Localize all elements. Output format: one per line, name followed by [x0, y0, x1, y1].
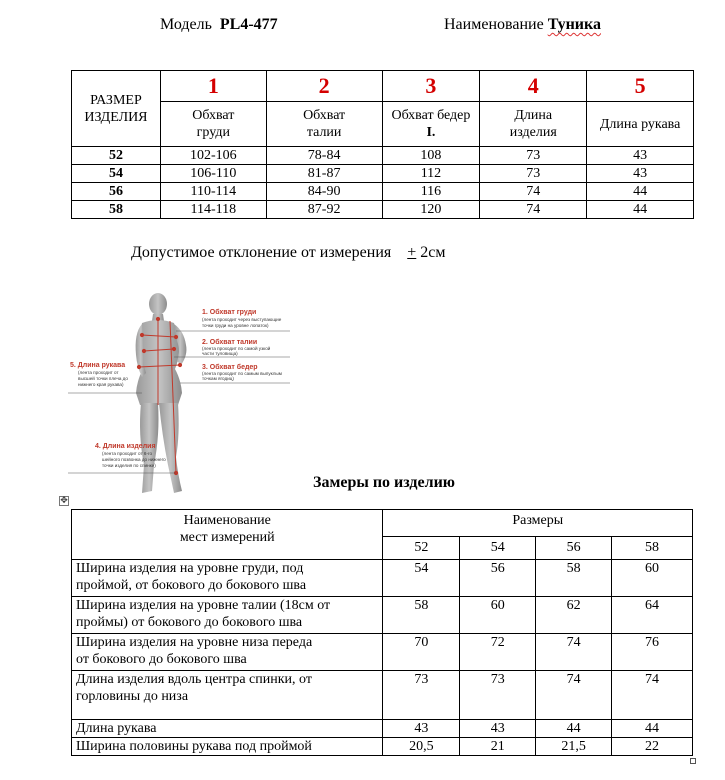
value-cell: 44 [587, 201, 694, 219]
annotation-sub: нижнего края рукава) [78, 382, 124, 387]
value-cell: 56 [460, 560, 536, 597]
value-cell: 74 [536, 671, 612, 720]
annotation-sub: (лента проходит по самым выпуклым [202, 371, 282, 376]
model-label: Модель [160, 16, 212, 33]
model-line [160, 16, 278, 34]
value-cell: 20,5 [383, 738, 460, 756]
measure-label: Длина рукава [72, 720, 383, 738]
annotation-sub: (лента проходит по самой узкой [202, 346, 271, 351]
value-cell: 74 [480, 183, 587, 201]
size-cell: 56 [72, 183, 161, 201]
value-cell: 70 [383, 634, 460, 671]
size-cell: 52 [72, 147, 161, 165]
column-label-line: Длина рукава [599, 116, 681, 132]
value-cell: 43 [587, 147, 694, 165]
table-move-handle-icon[interactable]: ✥ [60, 496, 68, 506]
value-cell: 60 [460, 597, 536, 634]
label-line: проймы) от бокового до бокового шва [76, 615, 303, 630]
value-cell: 114-118 [160, 201, 266, 219]
value-cell: 21 [460, 738, 536, 756]
value-cell: 110-114 [160, 183, 266, 201]
column-label-line: Обхват бедер [391, 108, 471, 123]
value-cell: 58 [536, 560, 612, 597]
size-column-header: 52 [383, 537, 460, 560]
product-name-line [444, 16, 601, 34]
size-column-header: 56 [536, 537, 612, 560]
table-row [72, 671, 693, 720]
label-line: от бокового до бокового шва [76, 652, 247, 667]
value-cell: 44 [612, 720, 693, 738]
annotation-sub: части туловища) [202, 351, 238, 356]
column-label-line: талии [306, 125, 342, 140]
value-cell: 62 [536, 597, 612, 634]
model-code: PL4-477 [219, 16, 278, 33]
column-number: 4 [480, 71, 587, 102]
value-cell: 120 [382, 201, 480, 219]
annotation-sub: шейного позвонка до нижнего [102, 457, 166, 462]
label-line: Длина изделия вдоль центра спинки, от [76, 672, 312, 687]
measure-label [72, 560, 383, 597]
table-row [72, 597, 693, 634]
column-label-line: изделия [509, 125, 557, 140]
tolerance-value: 2см [420, 244, 446, 261]
plus-minus-sign: + [407, 244, 417, 261]
label-line: горловины до низа [76, 689, 189, 704]
table-resize-handle[interactable] [690, 758, 696, 764]
size-header-cell [72, 71, 161, 147]
annotation-title: 3. Обхват бедер [202, 364, 258, 371]
size-column-header: 54 [460, 537, 536, 560]
column-number: 5 [587, 71, 694, 102]
value-cell: 58 [383, 597, 460, 634]
value-cell: 60 [612, 560, 693, 597]
value-cell: 84-90 [266, 183, 382, 201]
value-cell: 116 [382, 183, 480, 201]
value-cell: 54 [383, 560, 460, 597]
tolerance-note [131, 244, 446, 262]
product-name-label: Наименование [444, 16, 544, 33]
value-cell: 43 [383, 720, 460, 738]
measure-label [72, 671, 383, 720]
annotation-sub: (лента проходит от 6-го [102, 451, 153, 456]
header-line: мест измерений [179, 530, 275, 545]
value-cell: 73 [383, 671, 460, 720]
measure-label [72, 634, 383, 671]
label-line: Ширина изделия на уровне низа переда [76, 635, 313, 650]
body-measurement-figure [62, 285, 302, 500]
column-label-line: Обхват [303, 108, 346, 123]
value-cell: 106-110 [160, 165, 266, 183]
value-cell: 72 [460, 634, 536, 671]
tolerance-text: Допустимое отклонение от измерения [131, 244, 392, 261]
value-cell: 112 [382, 165, 480, 183]
column-label [480, 102, 587, 147]
column-number: 3 [382, 71, 480, 102]
column-label-line: груди [196, 125, 230, 140]
table-row [72, 738, 693, 756]
value-cell: 43 [587, 165, 694, 183]
header-line: Наименование [183, 513, 271, 528]
annotation-title: 4. Длина изделия [95, 443, 156, 450]
column-number: 2 [266, 71, 382, 102]
value-cell: 78-84 [266, 147, 382, 165]
value-cell: 43 [460, 720, 536, 738]
value-cell: 102-106 [160, 147, 266, 165]
value-cell: 64 [612, 597, 693, 634]
column-label-line: Обхват [192, 108, 235, 123]
value-cell: 44 [536, 720, 612, 738]
table-row [72, 560, 693, 597]
annotation-sub: точки груди на уровне лопаток) [202, 323, 269, 328]
table-row [72, 720, 693, 738]
column-label [160, 102, 266, 147]
measure-label: Ширина половины рукава под проймой [72, 738, 383, 756]
column-label-line: Длина [514, 108, 553, 123]
annotation-title: 1. Обхват груди [202, 309, 257, 316]
column-label [382, 102, 480, 147]
annotation-sub: (лента проходит через выступающие [202, 317, 282, 322]
sizes-header: Размеры [383, 510, 693, 537]
value-cell: 74 [536, 634, 612, 671]
value-cell: 22 [612, 738, 693, 756]
size-table [71, 70, 694, 219]
measure-label [72, 597, 383, 634]
value-cell: 73 [480, 165, 587, 183]
label-line: проймой, от бокового до бокового шва [76, 578, 307, 593]
annotation-sub: точки изделия по спинке) [102, 463, 156, 468]
table-row [72, 147, 694, 165]
column-label [587, 102, 694, 147]
value-cell: 76 [612, 634, 693, 671]
annotation-sub: (лента проходит от [78, 370, 119, 375]
value-cell: 74 [480, 201, 587, 219]
annotation-title: 2. Обхват талии [202, 339, 258, 346]
measurements-table [71, 509, 693, 756]
label-line: Ширина изделия на уровне талии (18см от [76, 598, 331, 613]
annotation-title: 5. Длина рукава [70, 362, 126, 369]
label-line: Ширина изделия на уровне груди, под [76, 561, 304, 576]
table-row [72, 634, 693, 671]
column-label-line: I. [426, 125, 436, 140]
value-cell: 74 [612, 671, 693, 720]
size-column-header: 58 [612, 537, 693, 560]
column-label [266, 102, 382, 147]
table-row [72, 201, 694, 219]
annotation-sub: высшей точки плеча до [78, 376, 128, 381]
table-row [72, 165, 694, 183]
value-cell: 73 [460, 671, 536, 720]
size-header-line: ИЗДЕЛИЯ [84, 109, 148, 125]
table-row [72, 183, 694, 201]
value-cell: 44 [587, 183, 694, 201]
product-name-value: Туника [547, 16, 601, 33]
size-cell: 54 [72, 165, 161, 183]
column-number: 1 [160, 71, 266, 102]
measure-name-header [72, 510, 383, 560]
value-cell: 108 [382, 147, 480, 165]
annotation-sub: точкам ягодиц) [202, 376, 234, 381]
measurements-title: Замеры по изделию [313, 474, 456, 491]
size-cell: 58 [72, 201, 161, 219]
value-cell: 81-87 [266, 165, 382, 183]
value-cell: 73 [480, 147, 587, 165]
value-cell: 87-92 [266, 201, 382, 219]
value-cell: 21,5 [536, 738, 612, 756]
size-header-line: РАЗМЕР [90, 92, 142, 108]
